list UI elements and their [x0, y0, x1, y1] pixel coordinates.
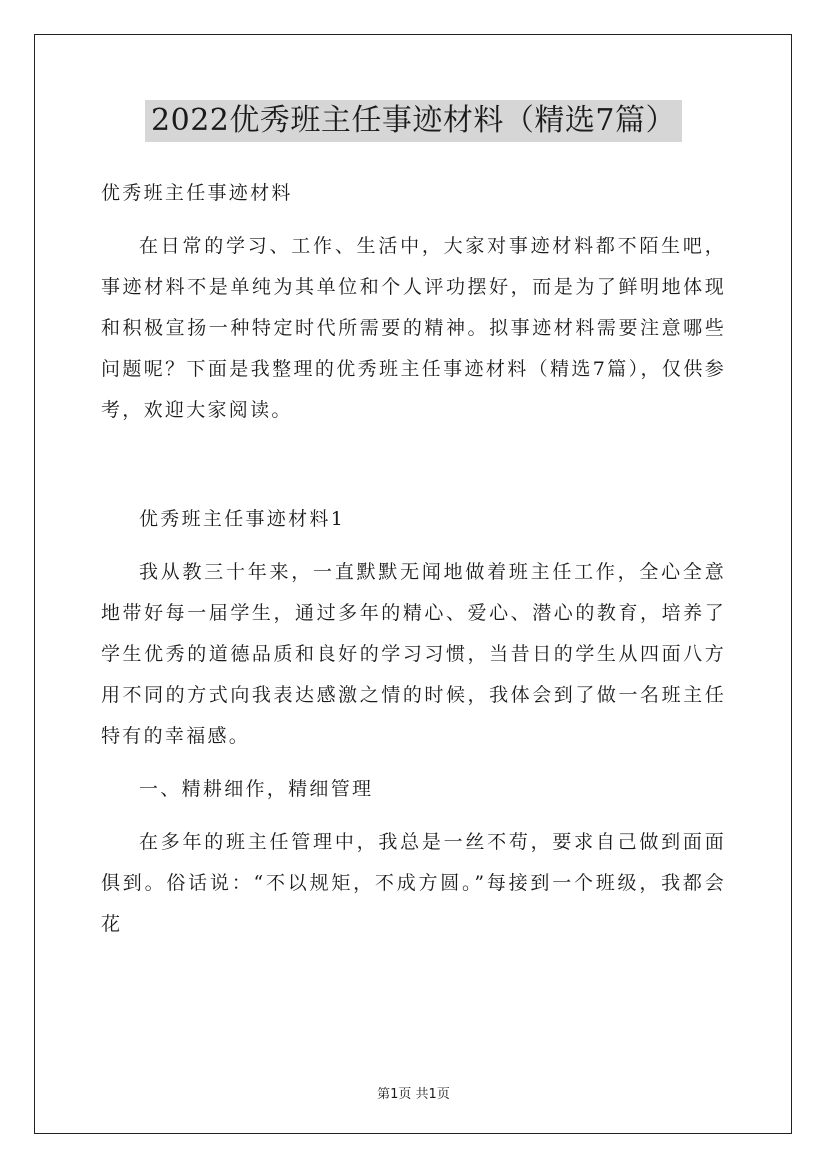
section-heading: 优秀班主任事迹材料	[101, 182, 293, 204]
body-paragraph: 在多年的班主任管理中，我总是一丝不苟，要求自己做到面面俱到。俗话说：“不以规矩，不成方圆。”每接到一个班级，我都会花	[101, 831, 726, 935]
intro-paragraph: 在日常的学习、工作、生活中，大家对事迹材料都不陌生吧，事迹材料不是单纯为其单位和个人评功摆好，而是为了鲜明地体现和积极宣扬一种特定时代所需要的精神。拟事迹材料需要注意哪些问题呢？下面是我整理的优秀班主任事迹材料（精选7篇），仅供参考，欢迎大家阅读。	[101, 235, 726, 421]
body-paragraph: 我从教三十年来，一直默默无闻地做着班主任工作，全心全意地带好每一届学生，通过多年的精心、爱心、潜心的教育，培养了学生优秀的道德品质和良好的学习习惯，当昔日的学生从四面八方用不同的方式向我表达感激之情的时候，我体会到了做一名班主任特有的幸福感。	[101, 561, 726, 747]
point-heading: 一、精耕细作，精细管理	[139, 778, 374, 800]
document-body	[101, 173, 726, 945]
subsection-heading: 优秀班主任事迹材料1	[139, 508, 346, 530]
document-title	[0, 100, 827, 142]
document-title-text: 2022优秀班主任事迹材料（精选7篇）	[145, 100, 682, 142]
page-footer: 第1页 共1页	[377, 1087, 450, 1102]
